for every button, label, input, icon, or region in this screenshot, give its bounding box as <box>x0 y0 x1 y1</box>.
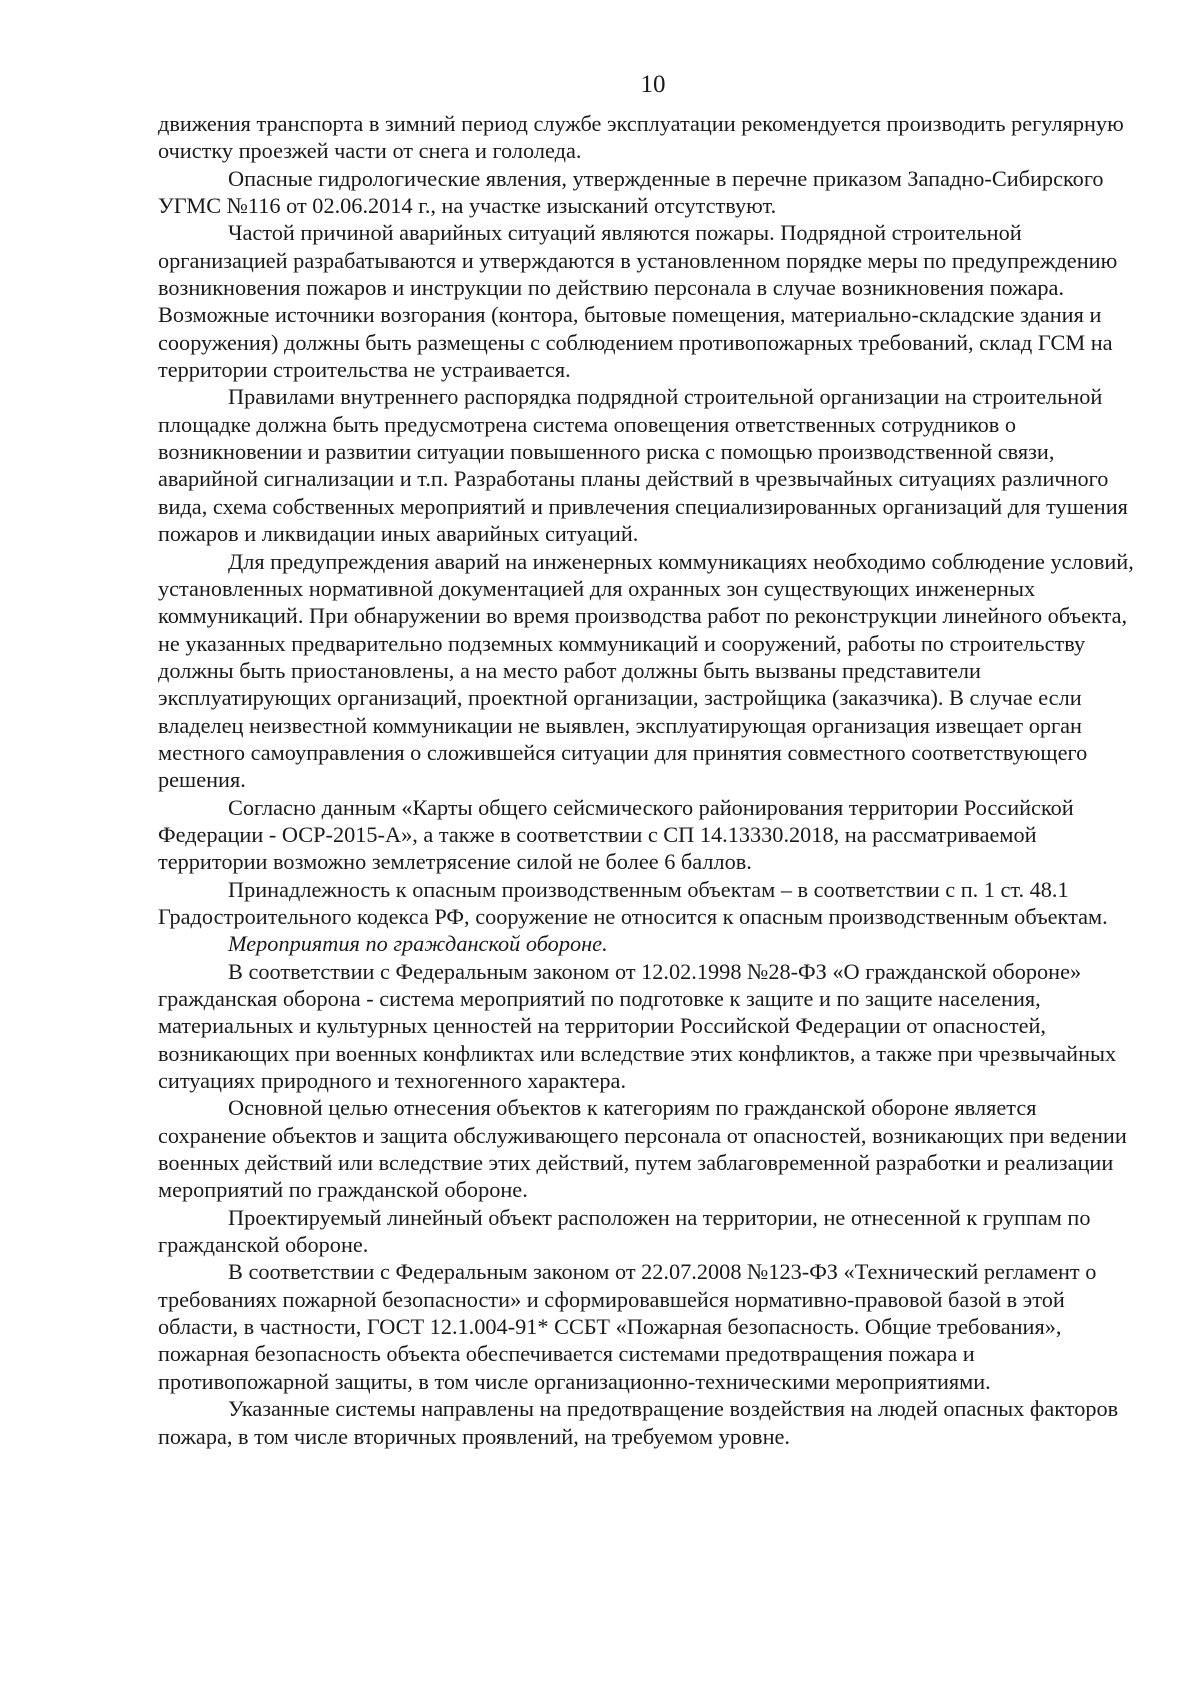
section-heading: Мероприятия по гражданской обороне. <box>228 931 608 957</box>
document-body <box>158 110 1148 1450</box>
paragraph: движения транспорта в зимний период службе эксплуатации рекомендуется производить регулярную очистку проезжей части от снега и гололеда. <box>158 111 1124 164</box>
paragraph: Правилами внутреннего распорядка подрядной строительной организации на строительной площадке должна быть предусмотрена система оповещения ответственных сотрудников о возникновении и развитии ситуации повышенного риска с помощью производственной связи, аварийной сигнализации и т.п. Разработаны планы действий в чрезвычайных ситуациях различного вида, схема собственных мероприятий и привлечения специализированных организаций для тушения пожаров и ликвидации иных аварийных ситуаций. <box>158 384 1128 547</box>
paragraph: Проектируемый линейный объект расположен на территории, не отнесенной к группам по гражданской обороне. <box>158 1204 1091 1258</box>
paragraph: Принадлежность к опасным производственным объектам – в соответствии с п. 1 ст. 48.1 Градостроительного кодекса РФ, сооружение не относится к опасным производственным объектам. <box>158 876 1108 929</box>
document-page <box>158 70 1148 1450</box>
paragraph: Указанные системы направлены на предотвращение воздействия на людей опасных факторов пожара, в том числе вторичных проявлений, на требуемом уровне. <box>158 1396 1119 1449</box>
paragraph: В соответствии с Федеральным законом от 22.07.2008 №123-ФЗ «Технический регламент о требованиях пожарной безопасности» и сформировавшейся нормативно-правовой базой в этой области, в частности, ГОСТ 12.1.004-91* ССБТ «Пожарная безопасность. Общие требования», пожарная безопасность объекта обеспечивается системами предотвращения пожара и противопожарной защиты, в том числе организационно-техническими мероприятиями. <box>158 1259 1097 1394</box>
paragraph: В соответствии с Федеральным законом от 12.02.1998 №28-ФЗ «О гражданской обороне» гражданская оборона - система мероприятий по подготовке к защите и по защите населения, материальных и культурных ценностей на территории Российской Федерации от опасностей, возникающих при военных конфликтах или вследствие этих конфликтов, а также при чрезвычайных ситуациях природного и техногенного характера. <box>158 958 1117 1094</box>
paragraph: Согласно данным «Карты общего сейсмического районирования территории Российской Федерации - ОСР-2015-А», а также в соответствии с СП 14.13330.2018, на рассматриваемой территории возможно землетрясение силой не более 6 баллов. <box>158 794 1074 875</box>
paragraph: Частой причиной аварийных ситуаций являются пожары. Подрядной строительной организацией разрабатываются и утверждаются в установленном порядке меры по предупреждению возникновения пожаров и инструкции по действию персонала в случае возникновения пожара. Возможные источники возгорания (контора, бытовые помещения, материально-складские здания и сооружения) должны быть размещены с соблюдением противопожарных требований, склад ГСМ на территории строительства не устраивается. <box>158 220 1118 383</box>
page-number: 10 <box>640 71 666 98</box>
paragraph: Основной целью отнесения объектов к категориям по гражданской обороне является сохранение объектов и защита обслуживающего персонала от опасностей, возникающих при ведении военных действий или вследствие этих действий, путем заблаговременной разработки и реализации мероприятий по гражданской обороне. <box>158 1095 1127 1203</box>
paragraph: Опасные гидрологические явления, утвержденные в перечне приказом Западно-Сибирского УГМС №116 от 02.06.2014 г., на участке изысканий отсутствуют. <box>158 165 1104 219</box>
paragraph: Для предупреждения аварий на инженерных коммуникациях необходимо соблюдение условий, установленных нормативной документацией для охранных зон существующих инженерных коммуникаций. При обнаружении во время производства работ по реконструкции линейного объекта, не указанных предварительно подземных коммуникаций и сооружений, работы по строительству должны быть приостановлены, а на место работ должны быть вызваны представители эксплуатирующих организаций, проектной организации, застройщика (заказчика). В случае если владелец неизвестной коммуникации не выявлен, эксплуатирующая организация извещает орган местного самоуправления о сложившейся ситуации для принятия совместного соответствующего решения. <box>158 548 1134 793</box>
